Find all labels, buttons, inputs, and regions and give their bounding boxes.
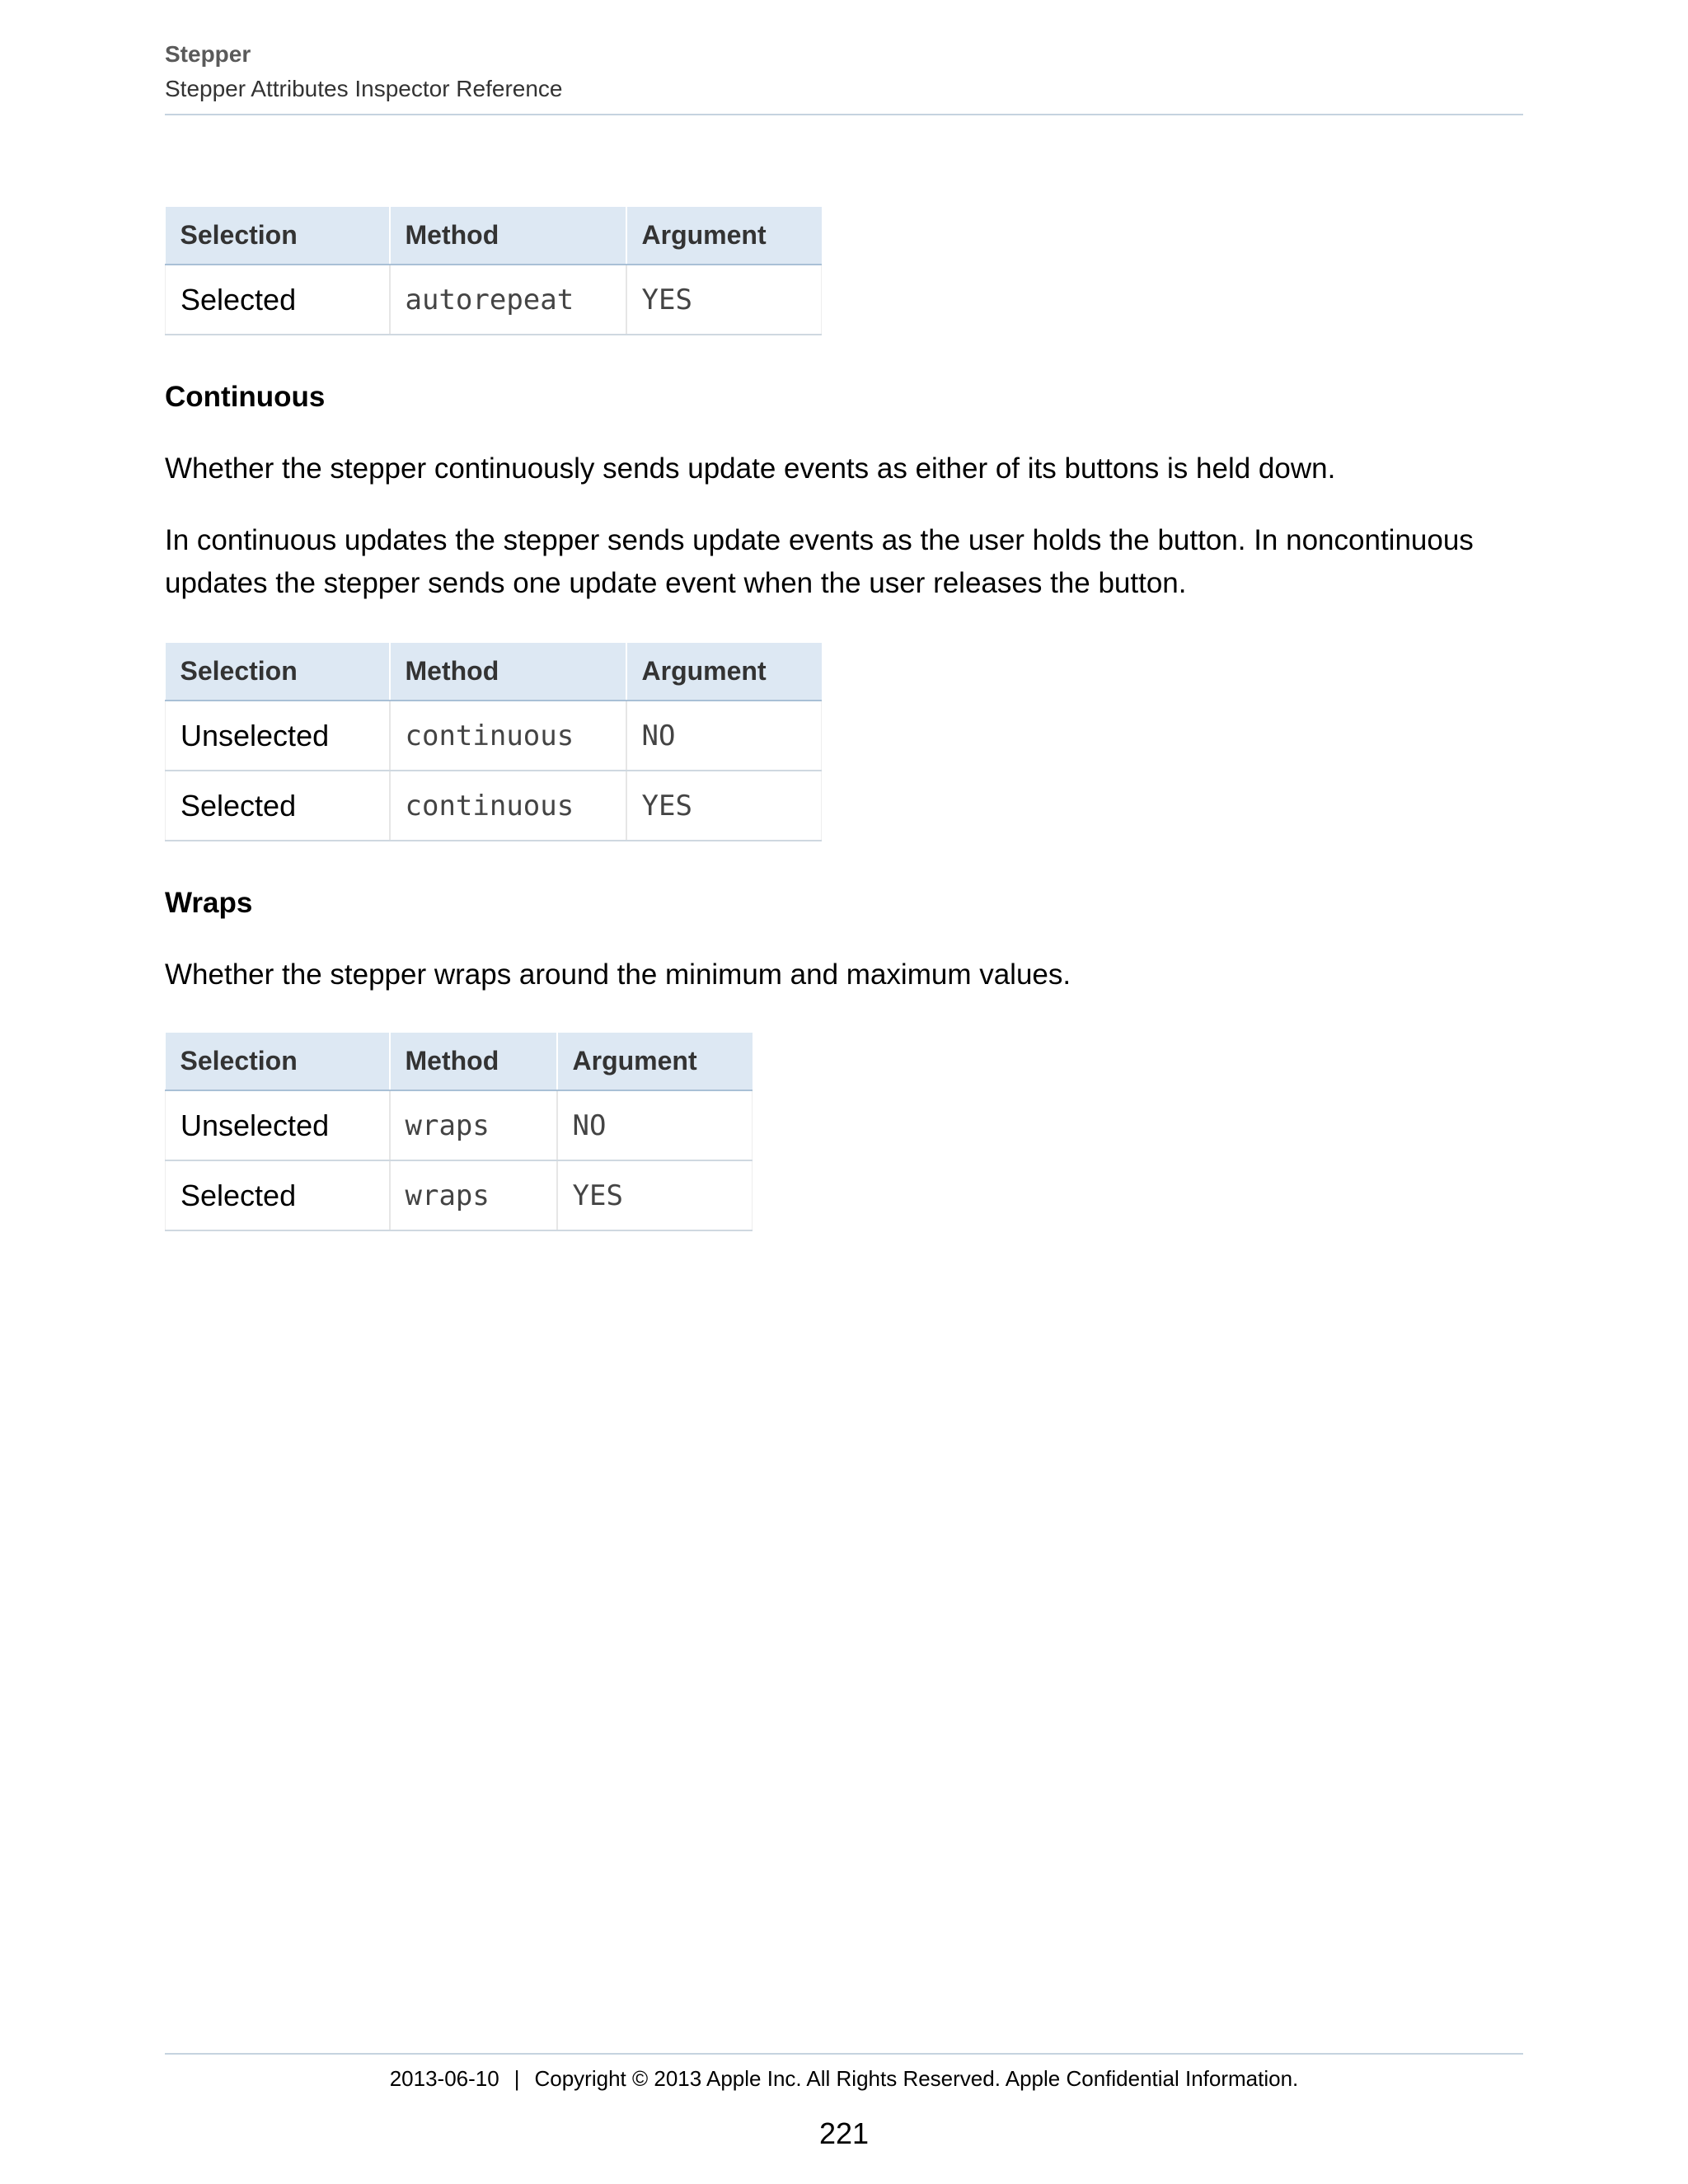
page-footer — [0, 2062, 1688, 2095]
header-section-title: Stepper Attributes Inspector Reference — [165, 76, 563, 101]
cell-argument: YES — [626, 771, 822, 841]
footer-date: 2013-06-10 — [389, 2066, 499, 2091]
table-header-row — [166, 1033, 753, 1090]
wraps-table — [165, 1033, 753, 1231]
cell-selection: Unselected — [166, 701, 390, 771]
table-header-row — [166, 643, 822, 701]
column-header-selection: Selection — [166, 643, 390, 701]
cell-method: continuous — [390, 771, 626, 841]
footer-divider — [165, 2053, 1523, 2055]
footer-copyright: Copyright © 2013 Apple Inc. All Rights Reserved. Apple Confidential Information. — [534, 2066, 1299, 2091]
cell-selection: Selected — [166, 771, 390, 841]
section-heading-wraps: Wraps — [165, 887, 253, 919]
autorepeat-table — [165, 207, 822, 335]
continuous-detail: In continuous updates the stepper sends update events as the user holds the button. In noncontinuous updates the stepper sends one update event when the user releases the button. — [165, 524, 1474, 599]
table-row — [166, 1090, 753, 1160]
cell-method: wraps — [390, 1160, 557, 1230]
column-header-argument: Argument — [557, 1033, 753, 1090]
header-chapter-title: Stepper — [165, 41, 251, 67]
cell-argument: YES — [557, 1160, 753, 1230]
cell-argument: YES — [626, 265, 822, 335]
cell-selection: Selected — [166, 1160, 390, 1230]
table-row — [166, 771, 822, 841]
cell-selection: Unselected — [166, 1090, 390, 1160]
continuous-table — [165, 643, 822, 841]
wraps-description: Whether the stepper wraps around the minimum and maximum values. — [165, 958, 1071, 991]
page-number: 221 — [818, 2116, 870, 2150]
column-header-method: Method — [390, 1033, 557, 1090]
cell-selection: Selected — [166, 265, 390, 335]
column-header-argument: Argument — [626, 207, 822, 265]
page-header — [165, 38, 1523, 115]
cell-method: wraps — [390, 1090, 557, 1160]
column-header-selection: Selection — [166, 207, 390, 265]
cell-argument: NO — [557, 1090, 753, 1160]
cell-method: continuous — [390, 701, 626, 771]
continuous-description: Whether the stepper continuously sends update events as either of its buttons is held down. — [165, 452, 1336, 485]
table-header-row — [166, 207, 822, 265]
table-row — [166, 265, 822, 335]
footer-separator: | — [513, 2066, 520, 2091]
table-row — [166, 1160, 753, 1230]
column-header-selection: Selection — [166, 1033, 390, 1090]
cell-method: autorepeat — [390, 265, 626, 335]
table-row — [166, 701, 822, 771]
column-header-method: Method — [390, 643, 626, 701]
column-header-argument: Argument — [626, 643, 822, 701]
cell-argument: NO — [626, 701, 822, 771]
column-header-method: Method — [390, 207, 626, 265]
section-heading-continuous: Continuous — [165, 381, 326, 413]
